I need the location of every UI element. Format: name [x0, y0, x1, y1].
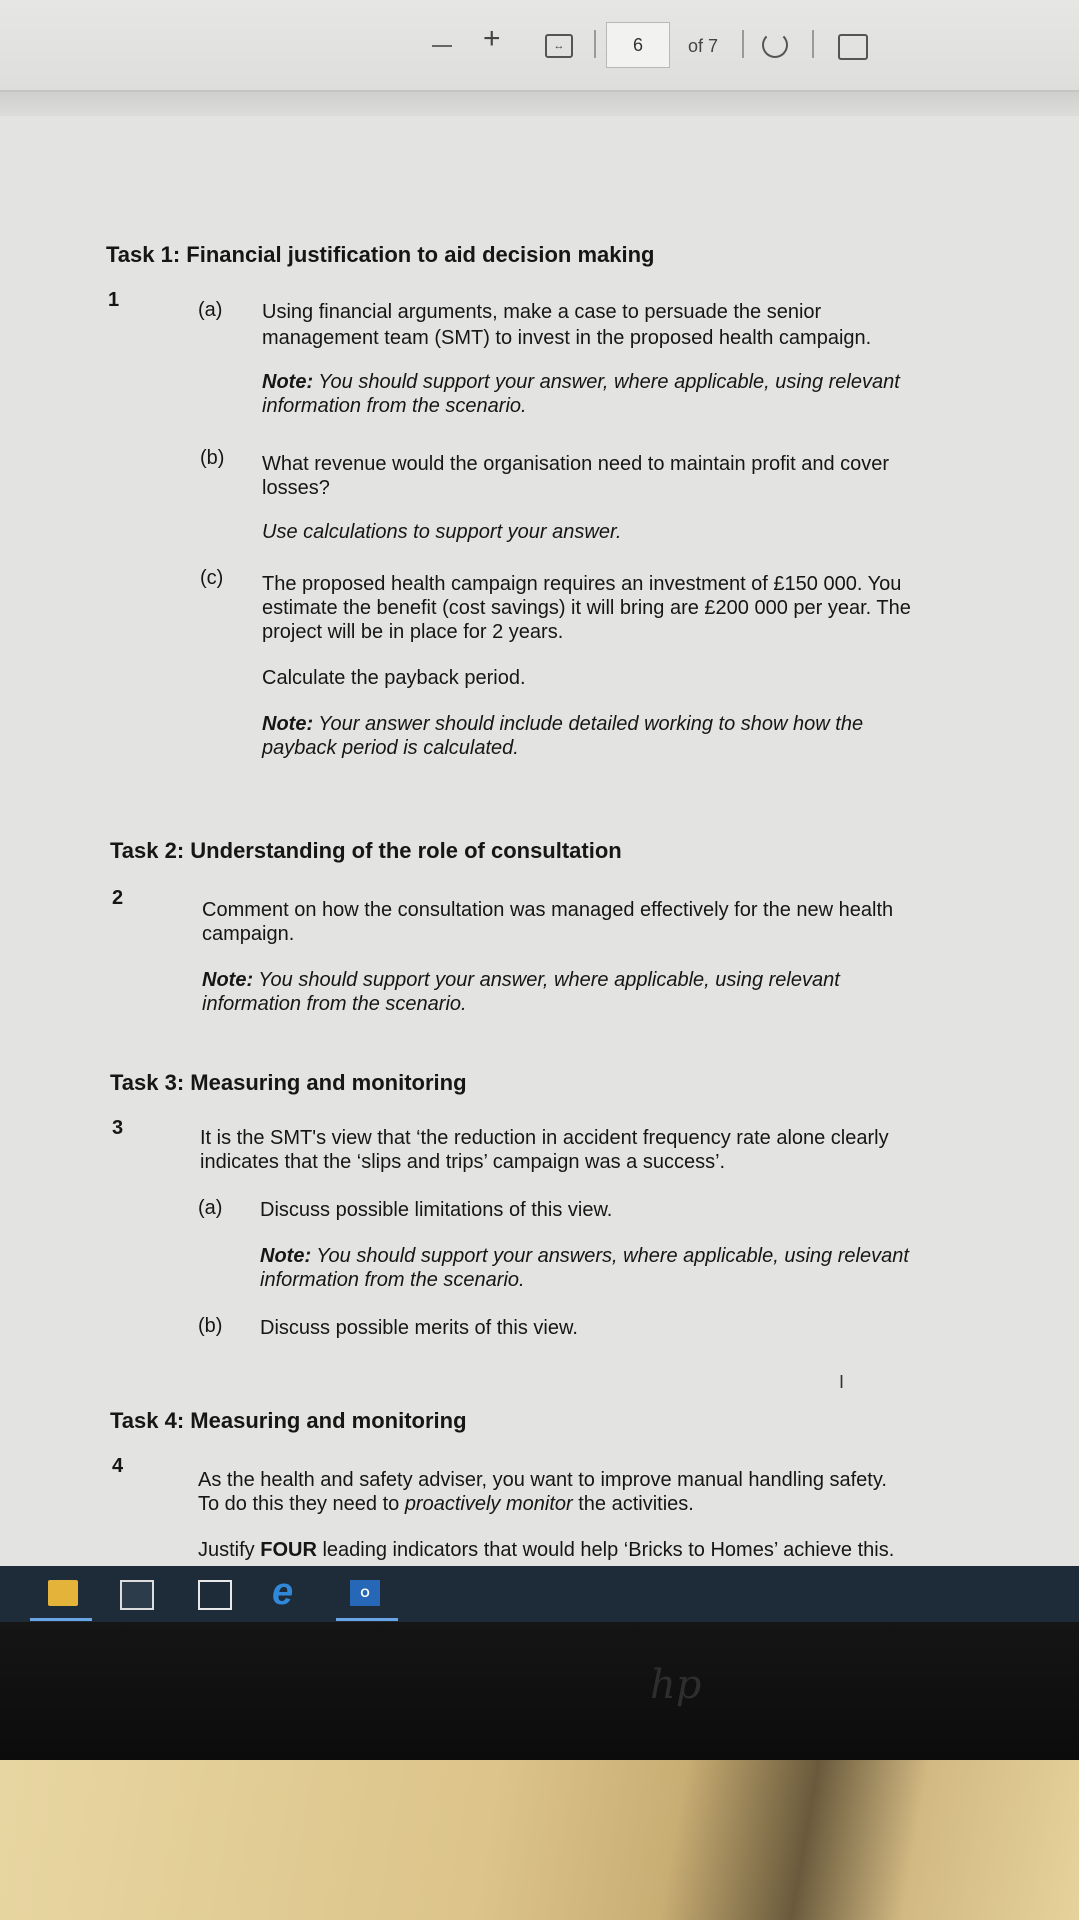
monitor-bezel [0, 1622, 1079, 1760]
task1-c-line3: project will be in place for 2 years. [262, 621, 564, 643]
page-view-icon[interactable] [838, 34, 868, 60]
task2-note-line1 [202, 968, 840, 993]
task4-justify [198, 1538, 894, 1563]
task2-number: 2 [112, 887, 124, 909]
task3-a-note-line1 [260, 1244, 909, 1269]
task1-c-note-line2: payback period is calculated. [262, 737, 519, 759]
task1-a-line2: management team (SMT) to invest in the proposed health campaign. [262, 327, 872, 349]
task1-a-note-line1 [262, 370, 900, 395]
note-text: Your answer should include detailed working to show how the [313, 713, 864, 735]
windows-taskbar [0, 1566, 1079, 1622]
task4-justify-post: leading indicators that would help ‘Bricks to Homes’ achieve this. [316, 1539, 895, 1561]
task4-line2 [198, 1492, 694, 1517]
mail-icon[interactable] [198, 1580, 232, 1610]
task1-c-line1: The proposed health campaign requires an investment of £150 000. You [262, 573, 902, 595]
task4-line1: As the health and safety adviser, you want to improve manual handling safety. [198, 1469, 887, 1491]
task1-heading: Task 1: Financial justification to aid decision making [106, 242, 655, 267]
task4-line2-post: the activities. [572, 1493, 694, 1515]
hp-logo: hp [650, 1662, 702, 1708]
task4-number: 4 [112, 1455, 124, 1477]
page-number-input[interactable]: 6 [606, 22, 670, 68]
note-label: Note: [202, 969, 254, 991]
active-indicator [30, 1618, 92, 1621]
task1-b-line2: losses? [262, 477, 330, 499]
outlook-icon[interactable]: O [350, 1580, 380, 1606]
task4-line2-pre: To do this they need to [198, 1493, 405, 1515]
note-text: You should support your answer, where applicable, using relevant [313, 371, 900, 393]
task2-line2: campaign. [202, 923, 295, 945]
text-cursor-icon: I [839, 1372, 845, 1392]
task3-line2: indicates that the ‘slips and trips’ campaign was a success’. [200, 1151, 726, 1173]
page-total-label: of 7 [688, 36, 719, 56]
note-text: You should support your answers, where applicable, using relevant [311, 1245, 909, 1267]
task2-line1: Comment on how the consultation was managed effectively for the new health [202, 899, 894, 921]
toolbar-divider [812, 30, 814, 58]
zoom-out-button[interactable] [432, 45, 452, 47]
edge-browser-icon[interactable]: e [272, 1571, 294, 1613]
pdf-toolbar [0, 0, 1079, 92]
zoom-in-button[interactable]: + [483, 22, 501, 55]
task1-b-line1: What revenue would the organisation need to maintain profit and cover [262, 453, 890, 475]
task3-a-label: (a) [198, 1197, 223, 1219]
task1-b-sub: Use calculations to support your answer. [262, 521, 622, 543]
task1-c-line2: estimate the benefit (cost savings) it will bring are £200 000 per year. The [262, 597, 911, 619]
toolbar-divider [594, 30, 596, 58]
task1-a-line1: Using financial arguments, make a case to persuade the senior [262, 301, 822, 323]
desk-surface [0, 1760, 1079, 1920]
task3-a-note-line2: information from the scenario. [260, 1269, 525, 1291]
note-label: Note: [262, 371, 314, 393]
task2-note-line2: information from the scenario. [202, 993, 467, 1015]
task1-c-calc: Calculate the payback period. [262, 667, 526, 689]
fit-page-icon[interactable]: ↔ [545, 34, 573, 58]
rotate-icon[interactable] [762, 32, 788, 58]
task2-heading: Task 2: Understanding of the role of consultation [110, 838, 622, 863]
task4-line2-emph: proactively monitor [404, 1493, 573, 1515]
task3-heading: Task 3: Measuring and monitoring [110, 1070, 467, 1095]
task1-b-label: (b) [200, 447, 225, 469]
active-indicator [336, 1618, 398, 1621]
toolbar-shadow [0, 92, 1079, 116]
task3-line1: It is the SMT's view that ‘the reduction in accident frequency rate alone clearly [200, 1127, 889, 1149]
note-text: You should support your answer, where applicable, using relevant [253, 969, 840, 991]
task3-a-text: Discuss possible limitations of this view. [260, 1199, 613, 1221]
task1-c-note-line1 [262, 712, 863, 737]
store-icon[interactable] [120, 1580, 154, 1610]
task1-number: 1 [108, 289, 120, 311]
task1-c-label: (c) [200, 567, 224, 589]
task4-justify-pre: Justify [198, 1539, 261, 1561]
note-label: Note: [262, 713, 314, 735]
task4-heading: Task 4: Measuring and monitoring [110, 1408, 467, 1433]
file-explorer-icon[interactable] [48, 1580, 78, 1606]
task4-justify-count: FOUR [260, 1539, 317, 1561]
task1-a-label: (a) [198, 299, 223, 321]
document-page [0, 116, 1079, 1566]
toolbar-divider [742, 30, 744, 58]
task1-a-note-line2: information from the scenario. [262, 395, 527, 417]
task3-b-label: (b) [198, 1315, 223, 1337]
note-label: Note: [260, 1245, 312, 1267]
task3-b-text: Discuss possible merits of this view. [260, 1317, 578, 1339]
task3-number: 3 [112, 1117, 124, 1139]
